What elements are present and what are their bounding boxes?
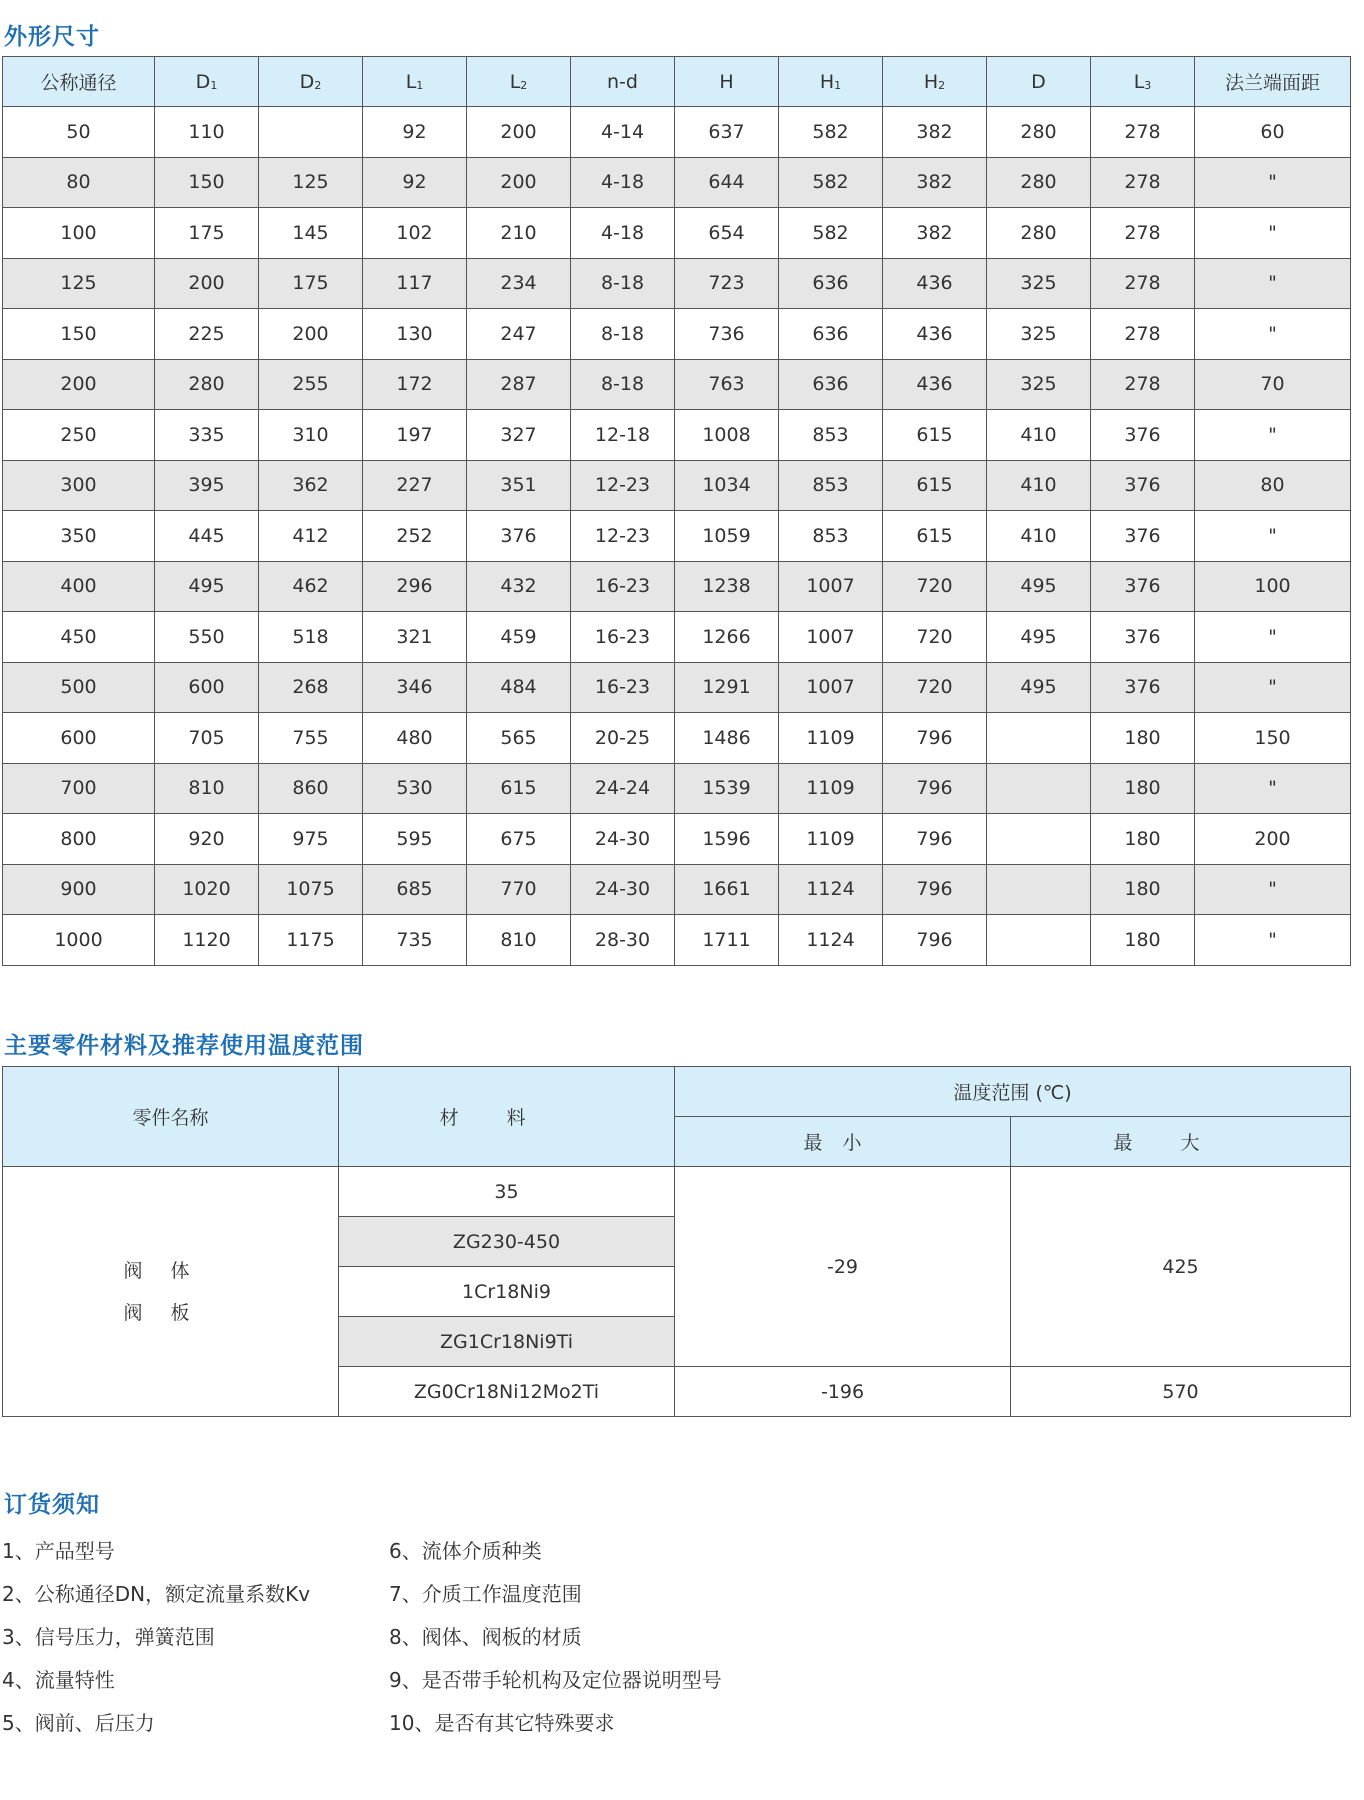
table-cell: 975 [259,814,363,865]
table-cell: 376 [1091,561,1195,612]
table-cell: 278 [1091,157,1195,208]
table-cell [987,713,1091,764]
column-header-subscript: 1 [210,78,218,92]
table-cell: 16-23 [571,561,675,612]
table-row [3,612,1351,663]
table-cell: " [1195,662,1351,713]
column-header [571,57,675,107]
table-cell [987,915,1091,966]
table-cell: 12-23 [571,460,675,511]
table-cell: 278 [1091,208,1195,259]
column-header-label: L [1133,70,1145,93]
table-cell: 200 [467,157,571,208]
material-cell: ZG1Cr18Ni9Ti [339,1317,675,1367]
ordering-item: 6、流体介质种类 [389,1539,542,1563]
table-cell: 227 [363,460,467,511]
table-cell: 600 [155,662,259,713]
table-cell: 180 [1091,763,1195,814]
table-cell: 636 [779,359,883,410]
table-cell: 130 [363,309,467,360]
table-cell: 4-18 [571,157,675,208]
ordering-item: 4、流量特性 [2,1668,115,1692]
column-header [155,57,259,107]
table-cell: 16-23 [571,662,675,713]
header-part-name: 零件名称 [3,1067,339,1167]
table-cell: 615 [467,763,571,814]
table-cell: 495 [987,662,1091,713]
table-cell: " [1195,157,1351,208]
table-cell [259,107,363,158]
table-cell: 225 [155,309,259,360]
table-cell: 395 [155,460,259,511]
table-cell: 117 [363,258,467,309]
table-cell: 100 [1195,561,1351,612]
table-cell: 280 [155,359,259,410]
part-name: 阀体 [123,1259,218,1282]
table-cell: 125 [259,157,363,208]
table-cell: 200 [155,258,259,309]
table-cell: 287 [467,359,571,410]
table-cell: 810 [467,915,571,966]
column-header-label: 法兰端面距 [1224,72,1320,94]
table-cell: 615 [883,460,987,511]
table-cell: 582 [779,107,883,158]
table-cell: 180 [1091,915,1195,966]
table-cell: " [1195,915,1351,966]
table-cell: 4-14 [571,107,675,158]
table-cell: 595 [363,814,467,865]
column-header-label: n-d [607,70,638,93]
table-cell: 280 [987,107,1091,158]
column-header [1195,57,1351,107]
ordering-item: 2、公称通径DN，额定流量系数Kv [2,1582,311,1606]
column-header-label: D [1031,70,1046,93]
table-cell: 102 [363,208,467,259]
table-cell: 1124 [779,915,883,966]
table-cell: 60 [1195,107,1351,158]
table-cell: 172 [363,359,467,410]
table-cell: 495 [987,561,1091,612]
table-cell: 1008 [675,410,779,461]
column-header [363,57,467,107]
table-cell: " [1195,612,1351,663]
table-cell: 145 [259,208,363,259]
table-cell: 1007 [779,612,883,663]
table-cell [987,763,1091,814]
ordering-title: 订货须知 [4,1492,100,1518]
table-row [3,258,1351,309]
table-cell: 495 [155,561,259,612]
table-cell: 1059 [675,511,779,562]
column-header-label: L [509,70,521,93]
table-cell: " [1195,511,1351,562]
table-cell: 268 [259,662,363,713]
dimensions-table [2,56,1351,966]
ordering-list-right [389,1530,722,1745]
table-cell: 480 [363,713,467,764]
table-cell: 24-24 [571,763,675,814]
header-material: 材料 [339,1067,675,1167]
table-cell: 175 [155,208,259,259]
column-header-label: H [923,70,939,93]
column-header [779,57,883,107]
table-cell: 436 [883,309,987,360]
table-cell: 92 [363,107,467,158]
table-cell: 412 [259,511,363,562]
dimensions-header-row [3,57,1351,107]
table-cell: 110 [155,107,259,158]
table-row [3,814,1351,865]
table-cell: 436 [883,258,987,309]
table-cell: 28-30 [571,915,675,966]
ordering-item: 3、信号压力，弹簧范围 [2,1625,215,1649]
table-row [3,662,1351,713]
table-cell: 335 [155,410,259,461]
table-row [3,915,1351,966]
table-cell: 1291 [675,662,779,713]
table-cell: 346 [363,662,467,713]
table-cell: 1075 [259,864,363,915]
column-header-subscript: 3 [1144,78,1152,92]
ordering-item: 9、是否带手轮机构及定位器说明型号 [389,1668,722,1692]
table-cell: 376 [467,511,571,562]
table-cell: 100 [3,208,155,259]
table-cell: 382 [883,157,987,208]
table-cell: 200 [467,107,571,158]
column-header-label: L [405,70,417,93]
ordering-item: 1、产品型号 [2,1539,115,1563]
table-cell: 445 [155,511,259,562]
column-header-label: H [719,70,734,93]
table-cell: 1109 [779,814,883,865]
table-cell: 70 [1195,359,1351,410]
dimensions-title: 外形尺寸 [4,24,100,50]
table-cell: 50 [3,107,155,158]
table-cell: 180 [1091,713,1195,764]
table-row [3,410,1351,461]
table-cell: 8-18 [571,258,675,309]
column-header-label: 公称通径 [40,72,117,94]
table-cell [987,814,1091,865]
table-cell: 8-18 [571,309,675,360]
part-names-cell [3,1167,339,1417]
table-cell: 720 [883,612,987,663]
table-row [3,511,1351,562]
table-cell: 530 [363,763,467,814]
table-cell: 436 [883,359,987,410]
table-cell: 376 [1091,612,1195,663]
table-cell: 327 [467,410,571,461]
table-cell: 8-18 [571,359,675,410]
table-cell: 600 [3,713,155,764]
table-cell: 685 [363,864,467,915]
table-cell: 920 [155,814,259,865]
table-cell: 296 [363,561,467,612]
column-header [3,57,155,107]
table-cell: 310 [259,410,363,461]
table-cell: 278 [1091,107,1195,158]
table-cell: 1266 [675,612,779,663]
table-cell: 24-30 [571,864,675,915]
table-cell: 247 [467,309,571,360]
table-cell: 735 [363,915,467,966]
table-cell: 197 [363,410,467,461]
temp-min-cell: -196 [675,1367,1011,1417]
table-cell: 1109 [779,713,883,764]
table-cell: 350 [3,511,155,562]
table-cell: 518 [259,612,363,663]
table-cell: 796 [883,763,987,814]
table-cell: 900 [3,864,155,915]
header-temp-max: 最大 [1011,1117,1351,1167]
table-cell: 278 [1091,359,1195,410]
table-cell: 1109 [779,763,883,814]
table-cell: 376 [1091,410,1195,461]
table-cell: 853 [779,511,883,562]
table-cell: " [1195,208,1351,259]
table-cell: 12-18 [571,410,675,461]
table-cell: 675 [467,814,571,865]
table-cell: 376 [1091,460,1195,511]
column-header [1091,57,1195,107]
table-cell: 410 [987,460,1091,511]
ordering-list-left [2,1530,310,1745]
table-cell: 16-23 [571,612,675,663]
table-cell: " [1195,309,1351,360]
table-cell: 582 [779,208,883,259]
column-header-subscript: 2 [938,78,946,92]
table-cell: 644 [675,157,779,208]
table-row [3,460,1351,511]
column-header-label: D [299,70,315,93]
table-cell: 755 [259,713,363,764]
column-header-subscript: 2 [520,78,528,92]
table-cell: 853 [779,460,883,511]
table-cell: 382 [883,208,987,259]
table-cell: 80 [1195,460,1351,511]
table-cell: 810 [155,763,259,814]
table-row [3,208,1351,259]
table-cell: 300 [3,460,155,511]
table-cell: 1124 [779,864,883,915]
table-cell: 4-18 [571,208,675,259]
table-cell: 636 [779,258,883,309]
table-cell: 234 [467,258,571,309]
table-cell: 1596 [675,814,779,865]
table-cell: 565 [467,713,571,764]
table-cell: 80 [3,157,155,208]
table-cell: " [1195,258,1351,309]
table-cell: 255 [259,359,363,410]
table-cell: 382 [883,107,987,158]
table-cell: 200 [259,309,363,360]
table-cell: 150 [1195,713,1351,764]
table-cell: 150 [155,157,259,208]
table-row [3,561,1351,612]
header-temp-range: 温度范围 (℃) [675,1067,1351,1117]
table-cell: 1007 [779,662,883,713]
column-header [675,57,779,107]
materials-title: 主要零件材料及推荐使用温度范围 [4,1033,364,1059]
table-cell: 321 [363,612,467,663]
column-header [467,57,571,107]
table-row [3,107,1351,158]
table-cell [987,864,1091,915]
table-cell: 500 [3,662,155,713]
ordering-item: 5、阀前、后压力 [2,1711,155,1735]
table-cell: 796 [883,915,987,966]
table-cell: 278 [1091,258,1195,309]
table-cell: 410 [987,511,1091,562]
table-cell: 860 [259,763,363,814]
table-cell: 763 [675,359,779,410]
table-cell: 180 [1091,814,1195,865]
table-cell: 796 [883,713,987,764]
column-header [883,57,987,107]
table-row [3,157,1351,208]
table-cell: 180 [1091,864,1195,915]
table-cell: 250 [3,410,155,461]
column-header [259,57,363,107]
column-header-subscript: 1 [416,78,424,92]
table-cell: 20-25 [571,713,675,764]
table-cell: 495 [987,612,1091,663]
table-cell: 700 [3,763,155,814]
temp-min-cell: -29 [675,1167,1011,1367]
table-cell: 450 [3,612,155,663]
table-cell: 400 [3,561,155,612]
table-cell: 1486 [675,713,779,764]
column-header-subscript: 2 [314,78,322,92]
table-cell: 200 [1195,814,1351,865]
table-cell: 280 [987,208,1091,259]
temp-max-cell: 570 [1011,1367,1351,1417]
table-cell: 125 [3,258,155,309]
table-cell: 615 [883,511,987,562]
table-cell: 736 [675,309,779,360]
table-cell: 280 [987,157,1091,208]
table-cell: 410 [987,410,1091,461]
table-cell: 1120 [155,915,259,966]
table-cell: 484 [467,662,571,713]
table-cell: 550 [155,612,259,663]
table-cell: 432 [467,561,571,612]
table-row [3,309,1351,360]
table-cell: 325 [987,309,1091,360]
table-cell: " [1195,763,1351,814]
table-cell: 796 [883,814,987,865]
table-cell: " [1195,864,1351,915]
table-cell: 720 [883,662,987,713]
table-cell: 770 [467,864,571,915]
table-cell: 1175 [259,915,363,966]
table-cell: 615 [883,410,987,461]
table-cell: 150 [3,309,155,360]
table-cell: 1661 [675,864,779,915]
table-cell: 853 [779,410,883,461]
table-cell: 252 [363,511,467,562]
temp-max-cell: 425 [1011,1167,1351,1367]
table-cell: 462 [259,561,363,612]
table-cell: 582 [779,157,883,208]
table-cell: 376 [1091,662,1195,713]
material-cell: 1Cr18Ni9 [339,1267,675,1317]
table-row [3,864,1351,915]
table-cell: 351 [467,460,571,511]
table-cell: " [1195,410,1351,461]
column-header-label: H [819,70,835,93]
table-row [3,359,1351,410]
table-cell: 210 [467,208,571,259]
ordering-item: 10、是否有其它特殊要求 [389,1711,615,1735]
table-cell: 362 [259,460,363,511]
table-cell: 376 [1091,511,1195,562]
table-cell: 1238 [675,561,779,612]
table-cell: 800 [3,814,155,865]
table-cell: 1000 [3,915,155,966]
column-header [987,57,1091,107]
table-cell: 278 [1091,309,1195,360]
table-cell: 705 [155,713,259,764]
table-cell: 636 [779,309,883,360]
column-header-label: D [195,70,211,93]
materials-table [2,1066,1351,1417]
column-header-subscript: 1 [834,78,842,92]
material-cell: ZG230-450 [339,1217,675,1267]
ordering-item: 7、介质工作温度范围 [389,1582,582,1606]
table-cell: 723 [675,258,779,309]
table-row [3,713,1351,764]
table-cell: 200 [3,359,155,410]
table-cell: 796 [883,864,987,915]
table-cell: 325 [987,258,1091,309]
table-cell: 325 [987,359,1091,410]
table-cell: 720 [883,561,987,612]
material-cell: 35 [339,1167,675,1217]
material-cell: ZG0Cr18Ni12Mo2Ti [339,1367,675,1417]
table-cell: 1539 [675,763,779,814]
table-cell: 637 [675,107,779,158]
part-name: 阀板 [123,1301,218,1324]
table-cell: 654 [675,208,779,259]
table-cell: 1020 [155,864,259,915]
table-cell: 1034 [675,460,779,511]
table-cell: 459 [467,612,571,663]
table-cell: 24-30 [571,814,675,865]
table-cell: 1711 [675,915,779,966]
table-cell: 1007 [779,561,883,612]
table-cell: 92 [363,157,467,208]
header-temp-min: 最小 [675,1117,1011,1167]
table-cell: 175 [259,258,363,309]
table-row [3,763,1351,814]
table-cell: 12-23 [571,511,675,562]
ordering-item: 8、阀体、阀板的材质 [389,1625,582,1649]
